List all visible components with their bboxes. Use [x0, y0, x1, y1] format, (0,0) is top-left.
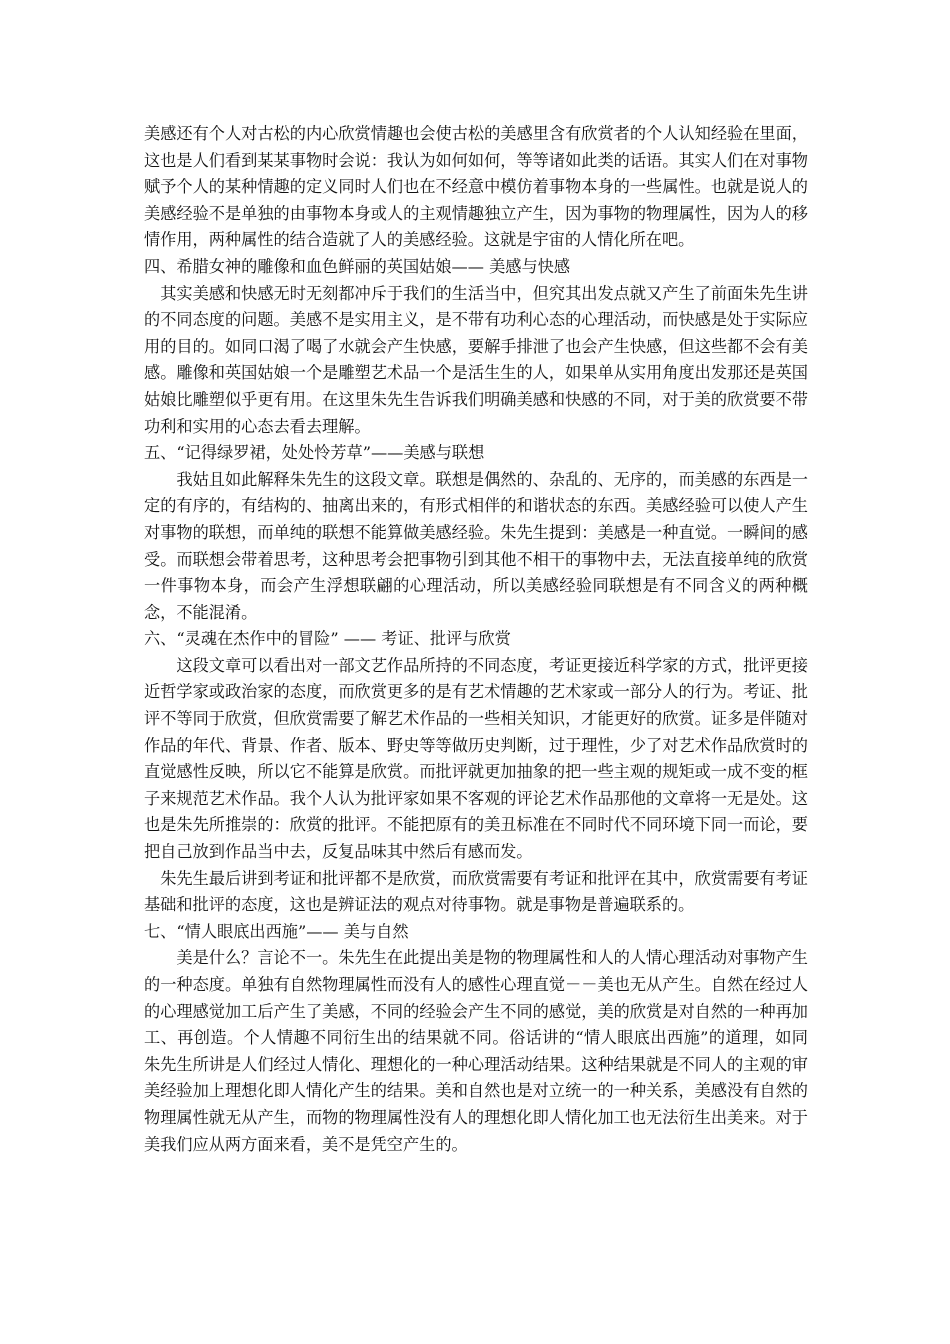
body-paragraph: 这段文章可以看出对一部文艺作品所持的不同态度，考证更接近科学家的方式，批评更接近哲学家或政治家的态度，而欣赏更多的是有艺术情趣的艺术家或一部分人的行为。考证、批评不等同于欣赏，但欣赏需要了解艺术作品的一些相关知识，才能更好的欣赏。证多是伴随对作品的年代、背景、作者、版本、野史等等做历史判断，过于理性，少了对艺术作品欣赏时的直觉感性反映，所以它不能算是欣赏。而批评就更加抽象的把一些主观的规矩或一成不变的框子来规范艺术作品。我个人认为批评家如果不客观的评论艺术作品那他的文章将一无是处。这也是朱先所推崇的：欣赏的批评。不能把原有的美丑标准在不同时代不同环境下同一而论，要把自己放到作品当中去，反复品味其中然后有感而发。 — [144, 655, 808, 862]
body-paragraph: 美是什么？言论不一。朱先生在此提出美是物的物理属性和人的人情心理活动对事物产生的一种态度。单独有自然物理属性而没有人的感性心理直觉－－美也无从产生。自然在经过人的心理感觉加工后产生了美感，不同的经验会产生不同的感觉，美的欣赏是对自然的一种再加工、再创造。个人情趣不同衍生出的结果就不同。俗话讲的“情人眼底出西施”的道理，如同朱先生所讲是人们经过人情化、理想化的一种心理活动结果。这种结果就是不同人的主观的审美经验加上理想化即人情化产生的结果。美和自然也是对立统一的一种关系，美感没有自然的物理属性就无从产生，而物的物理属性没有人的理想化即人情化加工也无法衍生出美来。对于美我们应从两方面来看，美不是凭空产生的。 — [144, 948, 808, 1154]
body-paragraph: 美感还有个人对古松的内心欣赏情趣也会使古松的美感里含有欣赏者的个人认知经验在里面，这也是人们看到某某事物时会说：我认为如何如何，等等诸如此类的话语。其实人们在对事物赋予个人的某种情趣的定义同时人们也在不经意中模仿着事物本身的一些属性。也就是说人的美感经验不是单独的由事物本身或人的主观情趣独立产生，因为事物的物理属性，因为人的移情作用，两种属性的结合造就了人的美感经验。这就是宇宙的人情化所在吧。 — [144, 124, 808, 250]
body-paragraph: 其实美感和快感无时无刻都冲斥于我们的生活当中，但究其出发点就又产生了前面朱先生讲的不同态度的问题。美感不是实用主义，是不带有功利心态的心理活动，而快感是处于实际应用的目的。如同口渴了喝了水就会产生快感，要解手排泄了也会产生快感，但这些都不会有美感。雕像和英国姑娘一个是雕塑艺术品一个是活生生的人，如果单从实用角度出发那还是英国姑娘比雕塑似乎更有用。在这里朱先生告诉我们明确美感和快感的不同，对于美的欣赏要不带功利和实用的心态去看去理解。 — [144, 283, 808, 436]
section-heading-6: 六、“灵魂在杰作中的冒险” —— 考证、批评与欣赏 — [144, 629, 511, 649]
section-heading-7: 七、“情人眼底出西施”—— 美与自然 — [144, 921, 409, 941]
section-heading-5: 五、“记得绿罗裙，处处怜芳草”——美感与联想 — [144, 443, 485, 463]
document-page — [144, 121, 808, 1158]
body-paragraph: 我姑且如此解释朱先生的这段文章。联想是偶然的、杂乱的、无序的，而美感的东西是一定的有序的，有结构的、抽离出来的，有形式相伴的和谐状态的东西。美感经验可以使人产生对事物的联想，而单纯的联想不能算做美感经验。朱先生提到：美感是一种直觉。一瞬间的感受。而联想会带着思考，这种思考会把事物引到其他不相干的事物中去，无法直接单纯的欣赏一件事物本身，而会产生浮想联翩的心理活动，所以美感经验同联想是有不同含义的两种概念，不能混淆。 — [144, 469, 808, 622]
section-heading-4: 四、希腊女神的雕像和血色鲜丽的英国姑娘—— 美感与快感 — [144, 256, 571, 276]
body-paragraph: 朱先生最后讲到考证和批评都不是欣赏，而欣赏需要有考证和批评在其中，欣赏需要有考证基础和批评的态度，这也是辨证法的观点对待事物。就是事物是普遍联系的。 — [144, 868, 808, 915]
